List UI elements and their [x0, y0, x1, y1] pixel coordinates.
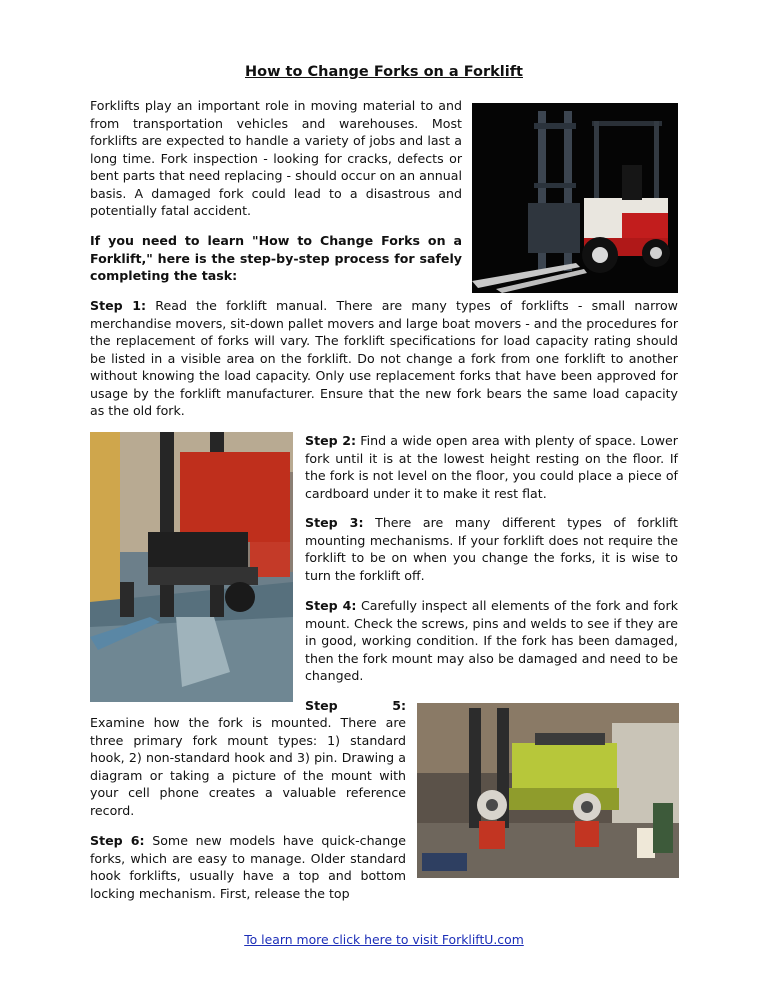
forklift-warehouse-photo	[90, 432, 293, 702]
forklift-photo-red-white	[472, 103, 678, 293]
step-5-paragraph	[90, 714, 406, 819]
step-6-text: Some new models have quick-change forks, which are easy to manage. Older standard hook forklifts, usually have a top and bottom locking mechanism. First, release the top	[90, 833, 406, 901]
step-2-paragraph	[305, 432, 678, 502]
step-6-label: Step 6:	[90, 833, 145, 848]
step-1-label: Step 1:	[90, 298, 147, 313]
step-1-text: Read the forklift manual. There are many types of forklifts - small narrow merchandise movers, sit-down pallet movers and large boat movers - and the procedures for the replacement of forks will vary. The forklift specifications for load capacity rating should be listed in a visible area on the forklift. Do not change a fork from one forklift to another without knowing the load capacity. Only use replacement forks that have been approved for usage by the forklift manufacturer. Ensure that the new fork bears the same load capacity as the old fork.	[90, 298, 678, 418]
step-3-text: There are many different types of forklift mounting mechanisms. If your forklift does not require the forklift to be on when you change the forks, it is wise to turn the forklift off.	[305, 515, 678, 583]
step-5-label-word: Step	[305, 698, 338, 713]
step-2-text: Find a wide open area with plenty of space. Lower fork until it is at the lowest height resting on the floor. If the fork is not level on the floor, you could place a piece of cardboard under it to make it rest flat.	[305, 433, 678, 501]
step-6-paragraph	[90, 832, 406, 902]
lead-text: If you need to learn "How to Change Forks on a Forklift," here is the step-by-step process for safely completing the task:	[90, 233, 462, 283]
lead-paragraph	[90, 232, 462, 285]
step-5-label	[305, 697, 406, 715]
intro-paragraph: Forklifts play an important role in moving material to and from transportation vehicles and warehouses. Most forklifts are expected to handle a variety of jobs and last a long time. Fork inspection - looking for cracks, defects or bent parts that need replacing - should occur on an annual basis. A damaged fork could lead to a disastrous and potentially fatal accident.	[90, 98, 462, 218]
step-4-label: Step 4:	[305, 598, 357, 613]
step-2-label: Step 2:	[305, 433, 357, 448]
page-title: How to Change Forks on a Forklift	[245, 64, 523, 80]
clark-forklift-workshop-photo	[417, 703, 679, 878]
step-5-label-number: 5:	[392, 698, 406, 713]
step-3-paragraph	[305, 514, 678, 584]
step-1-paragraph	[90, 297, 678, 420]
step-4-paragraph	[305, 597, 678, 685]
step-4-text: Carefully inspect all elements of the fork and fork mount. Check the screws, pins and welds to see if they are in good, working condition. If the fork has been damaged, then the fork mount may also be damaged and need to be changed.	[305, 598, 678, 683]
step-5-text: Examine how the fork is mounted. There are three primary fork mount types: 1) standard hook, 2) non-standard hook and 3) pin. Drawing a diagram or taking a picture of the mount with your cell phone creates a valuable reference record.	[90, 715, 406, 818]
step-3-label: Step 3:	[305, 515, 364, 530]
forkliftu-link[interactable]: To learn more click here to visit ForkliftU.com	[244, 932, 524, 947]
